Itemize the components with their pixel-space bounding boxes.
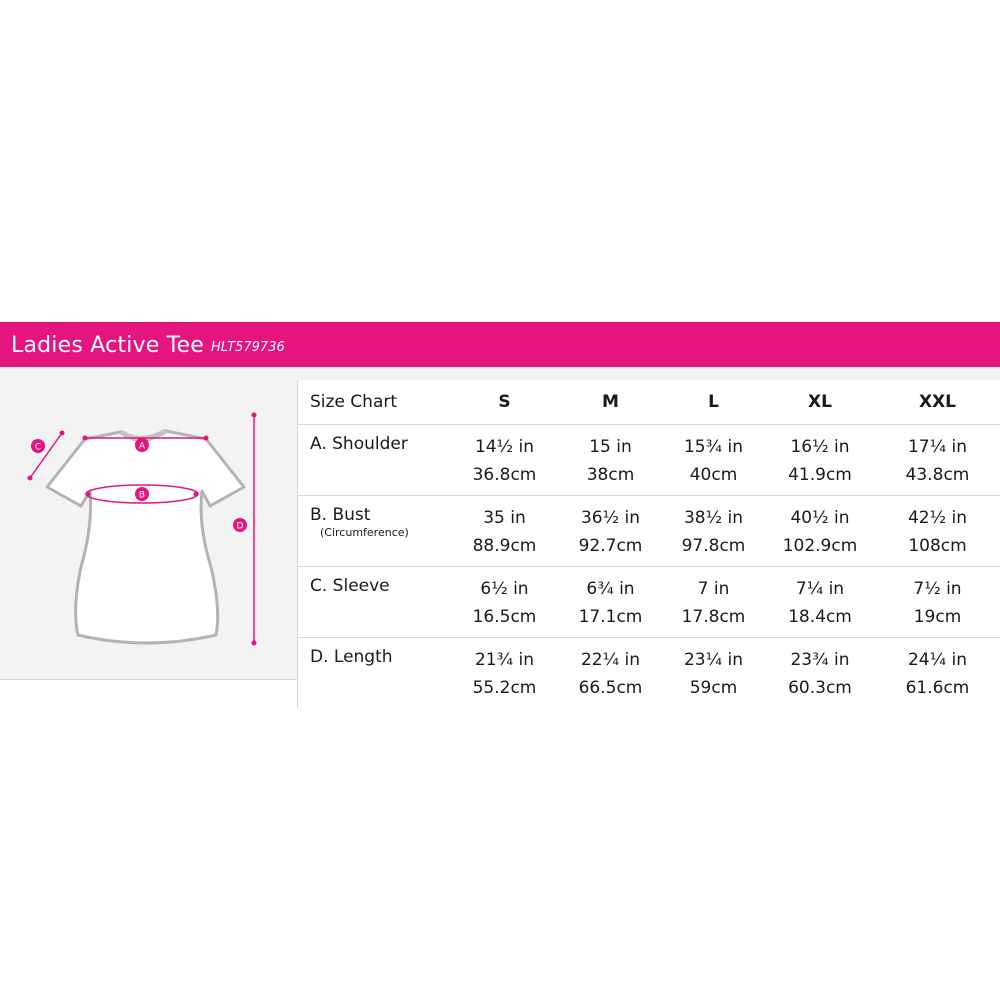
inch-value: 7 in — [697, 579, 730, 599]
inch-value: 38½ in — [683, 508, 743, 528]
row-label: C. Sleeve — [310, 576, 390, 596]
cm-value: 61.6cm — [905, 678, 970, 698]
bust-endpoint-right — [194, 492, 199, 497]
measure-cell — [662, 425, 766, 496]
inch-value: 6¾ in — [586, 579, 635, 599]
measure-cell — [766, 638, 875, 709]
marker-b-label: B — [138, 490, 146, 501]
row-note: (Circumference) — [320, 526, 409, 539]
size-chart-header: Size Chart — [298, 380, 450, 425]
measure-cell — [450, 567, 560, 638]
cm-value: 19cm — [913, 607, 962, 627]
size-header-m: M — [560, 380, 662, 425]
tshirt-diagram — [18, 405, 278, 655]
measure-cell — [450, 638, 560, 709]
size-header-s: S — [450, 380, 560, 425]
size-chart-table — [297, 380, 1000, 708]
shoulder-endpoint-right — [204, 436, 209, 441]
measure-cell — [662, 496, 766, 567]
length-endpoint-bottom — [252, 641, 257, 646]
cm-value: 36.8cm — [472, 465, 537, 485]
cm-value: 17.8cm — [681, 607, 746, 627]
cm-value: 92.7cm — [578, 536, 643, 556]
table-row-shoulder — [298, 425, 1000, 496]
measure-cell — [662, 638, 766, 709]
row-label: A. Shoulder — [310, 434, 408, 454]
table-row-bust — [298, 496, 1000, 567]
length-endpoint-top — [252, 413, 257, 418]
inch-value: 15¾ in — [683, 437, 743, 457]
row-label-cell — [298, 638, 450, 709]
measure-cell — [875, 425, 1000, 496]
inch-value: 7½ in — [913, 579, 962, 599]
table-header-row — [298, 380, 1000, 425]
measure-cell — [560, 638, 662, 709]
inch-value: 42½ in — [907, 508, 967, 528]
inch-value: 16½ in — [790, 437, 850, 457]
size-header-xxl: XXL — [875, 380, 1000, 425]
inch-value: 21¾ in — [474, 650, 534, 670]
inch-value: 23¾ in — [790, 650, 850, 670]
inch-value: 24¼ in — [907, 650, 967, 670]
cm-value: 17.1cm — [578, 607, 643, 627]
table-row-length — [298, 638, 1000, 709]
product-code: HLT579736 — [211, 340, 285, 355]
row-label: D. Length — [310, 647, 393, 667]
row-label: B. Bust — [310, 505, 371, 525]
measure-cell — [662, 567, 766, 638]
measure-cell — [875, 638, 1000, 709]
product-title: Ladies Active Tee — [11, 332, 205, 358]
cm-value: 97.8cm — [681, 536, 746, 556]
cm-value: 102.9cm — [782, 536, 858, 556]
inch-value: 23¼ in — [683, 650, 743, 670]
cm-value: 66.5cm — [578, 678, 643, 698]
marker-d-label: D — [236, 521, 244, 532]
cm-value: 59cm — [689, 678, 738, 698]
measure-cell — [766, 567, 875, 638]
header-bar — [0, 322, 1000, 368]
cm-value: 43.8cm — [905, 465, 970, 485]
row-label-cell — [298, 425, 450, 496]
measure-cell — [766, 496, 875, 567]
sleeve-measure-line — [30, 433, 62, 478]
tshirt-outline — [47, 431, 244, 643]
table-row-sleeve — [298, 567, 1000, 638]
row-label-cell — [298, 496, 450, 567]
bust-endpoint-left — [86, 492, 91, 497]
measure-cell — [560, 425, 662, 496]
inch-value: 17¼ in — [907, 437, 967, 457]
cm-value: 108cm — [908, 536, 967, 556]
measure-cell — [560, 496, 662, 567]
cm-value: 38cm — [586, 465, 635, 485]
measure-cell — [450, 425, 560, 496]
cm-value: 55.2cm — [472, 678, 537, 698]
marker-c-label: C — [34, 442, 42, 453]
measure-cell — [766, 425, 875, 496]
measure-cell — [450, 496, 560, 567]
cm-value: 88.9cm — [472, 536, 537, 556]
cm-value: 40cm — [689, 465, 738, 485]
cm-value: 41.9cm — [788, 465, 852, 485]
inch-value: 35 in — [483, 508, 526, 528]
cm-value: 60.3cm — [788, 678, 852, 698]
size-header-xl: XL — [766, 380, 875, 425]
inch-value: 6½ in — [480, 579, 529, 599]
inch-value: 36½ in — [580, 508, 640, 528]
marker-a-label: A — [138, 441, 146, 452]
sleeve-endpoint-bottom — [28, 476, 33, 481]
row-label-cell — [298, 567, 450, 638]
inch-value: 40½ in — [790, 508, 850, 528]
measure-cell — [875, 567, 1000, 638]
sleeve-endpoint-top — [60, 431, 65, 436]
inch-value: 22¼ in — [580, 650, 640, 670]
measure-cell — [560, 567, 662, 638]
inch-value: 14½ in — [474, 437, 534, 457]
size-header-l: L — [662, 380, 766, 425]
measure-cell — [875, 496, 1000, 567]
inch-value: 7¼ in — [795, 579, 845, 599]
cm-value: 16.5cm — [472, 607, 537, 627]
cm-value: 18.4cm — [788, 607, 852, 627]
shoulder-endpoint-left — [83, 436, 88, 441]
inch-value: 15 in — [589, 437, 632, 457]
